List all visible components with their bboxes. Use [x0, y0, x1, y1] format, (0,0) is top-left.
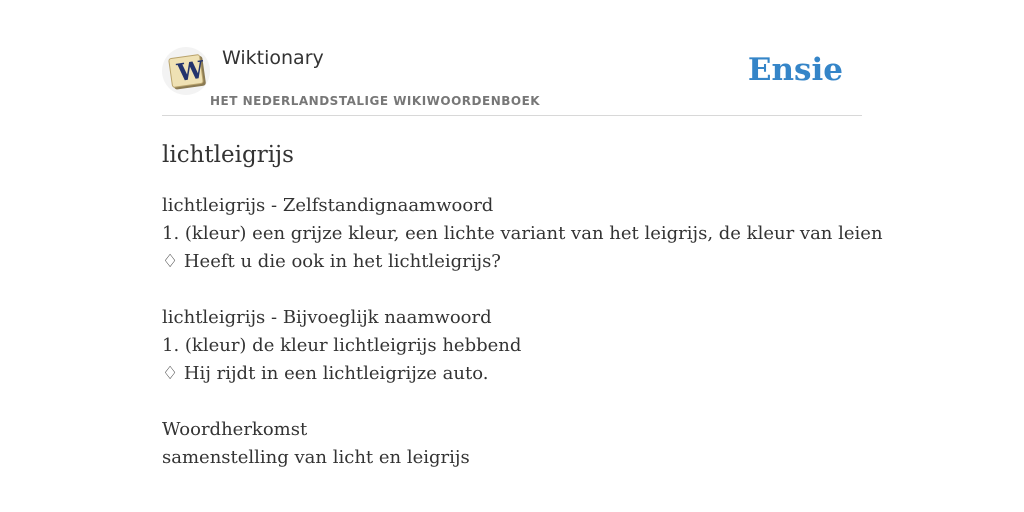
site-name[interactable]: Wiktionary	[222, 47, 324, 69]
spacer	[162, 276, 862, 304]
page-title: lichtleigrijs	[162, 142, 294, 168]
example-adjective: ♢ Hij rijdt in een lichtleigrijze auto.	[162, 363, 489, 384]
site-header	[162, 44, 862, 116]
wiktionary-logo-icon[interactable]	[162, 47, 210, 95]
site-tagline: HET NEDERLANDSTALIGE WIKIWOORDENBOEK	[210, 94, 541, 108]
definition-adjective: 1. (kleur) de kleur lichtleigrijs hebbend	[162, 335, 522, 356]
definition-noun: 1. (kleur) een grijze kleur, een lichte variant van het leigrijs, de kleur van leien	[162, 223, 883, 244]
logo-tile	[168, 54, 204, 88]
logo-letter: W	[175, 54, 206, 88]
ensie-brand-link[interactable]: Ensie	[747, 52, 843, 88]
etymology-text: samenstelling van licht en leigrijs	[162, 447, 470, 468]
example-noun: ♢ Heeft u die ook in het lichtleigrijs?	[162, 251, 501, 272]
spacer	[162, 388, 862, 416]
section-heading-adjective: lichtleigrijs - Bijvoeglijk naamwoord	[162, 307, 492, 328]
section-heading-noun: lichtleigrijs - Zelfstandignaamwoord	[162, 195, 494, 216]
entry-content	[162, 192, 883, 472]
etymology-heading: Woordherkomst	[162, 419, 308, 440]
